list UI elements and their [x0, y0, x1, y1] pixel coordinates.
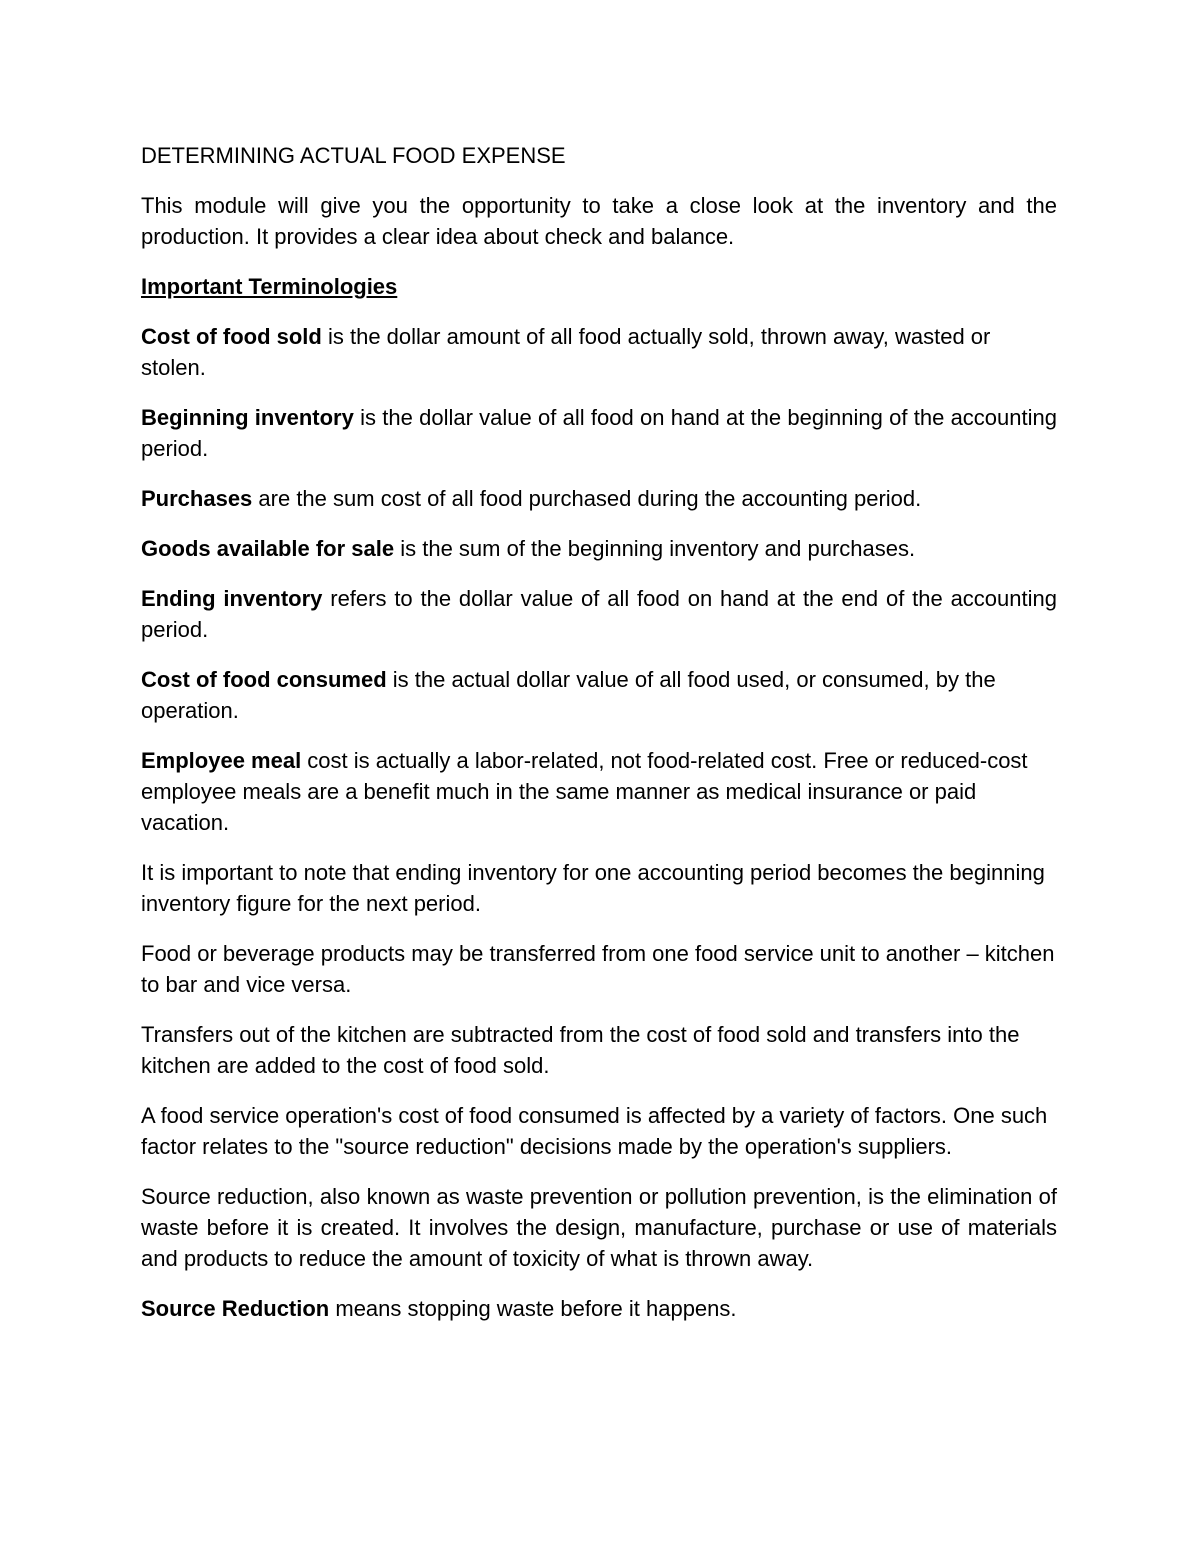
document-title: DETERMINING ACTUAL FOOD EXPENSE [141, 143, 566, 168]
term-label: Employee meal [141, 748, 302, 773]
term-beginning-inventory [141, 402, 1057, 464]
document-page [141, 140, 1057, 1343]
term-definition: is the sum of the beginning inventory and purchases. [394, 536, 916, 561]
term-definition: is the dollar amount of all food actually sold, thrown away, wasted or stolen. [141, 324, 991, 380]
term-label: Goods available for sale [141, 536, 395, 561]
term-label: Ending inventory [141, 586, 323, 611]
term-label: Beginning inventory [141, 405, 354, 430]
term-definition: means stopping waste before it happens. [329, 1296, 737, 1321]
term-definition: is the actual dollar value of all food used, or consumed, by the operation. [141, 667, 996, 723]
term-definition: cost is actually a labor-related, not food-related cost. Free or reduced-cost employee meals are a benefit much in the same manner as medical insurance or paid vacation. [141, 748, 1028, 835]
term-cost-of-food-sold [141, 321, 1057, 383]
body-paragraph: It is important to note that ending inventory for one accounting period becomes the beginning inventory figure for the next period. [141, 860, 1045, 916]
term-employee-meal [141, 745, 1057, 838]
term-cost-of-food-consumed [141, 664, 1057, 726]
body-paragraph: A food service operation's cost of food consumed is affected by a variety of factors. One such factor relates to the "source reduction" decisions made by the operation's suppliers. [141, 1103, 1048, 1159]
term-definition: are the sum cost of all food purchased during the accounting period. [252, 486, 922, 511]
term-label: Purchases [141, 486, 253, 511]
intro-paragraph: This module will give you the opportunity to take a close look at the inventory and the production. It provides a clear idea about check and balance. [141, 193, 1057, 249]
term-purchases [141, 483, 1057, 514]
body-paragraph: Source reduction, also known as waste prevention or pollution prevention, is the elimination of waste before it is created. It involves the design, manufacture, purchase or use of materials and products to reduce the amount of toxicity of what is thrown away. [141, 1184, 1057, 1271]
term-goods-available-for-sale [141, 533, 1057, 564]
body-paragraph: Transfers out of the kitchen are subtracted from the cost of food sold and transfers into the kitchen are added to the cost of food sold. [141, 1022, 1020, 1078]
term-label: Cost of food sold [141, 324, 322, 349]
body-paragraph: Food or beverage products may be transferred from one food service unit to another – kitchen to bar and vice versa. [141, 941, 1055, 997]
term-label: Cost of food consumed [141, 667, 387, 692]
term-definition: is the dollar value of all food on hand at the beginning of the accounting period. [141, 405, 1057, 461]
term-ending-inventory [141, 583, 1057, 645]
term-definition: refers to the dollar value of all food on hand at the end of the accounting period. [141, 586, 1057, 642]
closing-definition [141, 1293, 1057, 1324]
terminology-heading: Important Terminologies [141, 274, 398, 299]
term-label: Source Reduction [141, 1296, 330, 1321]
